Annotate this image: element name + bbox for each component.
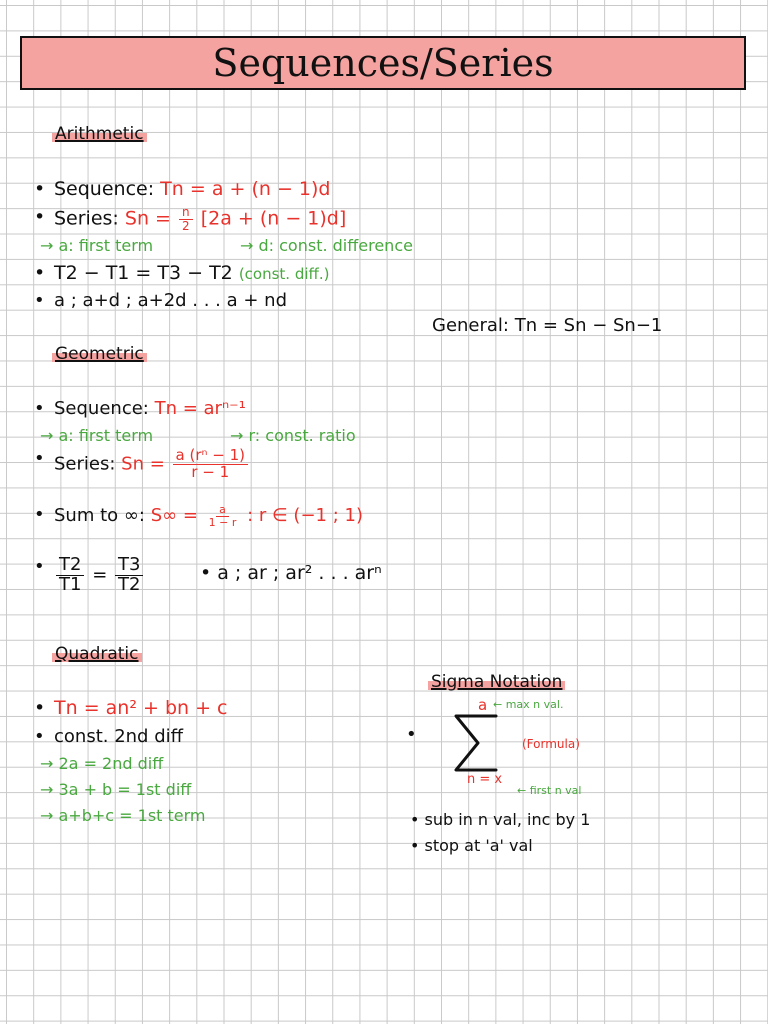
geometric-heading: Geometric bbox=[52, 344, 147, 364]
sigma-upper-note: ← max n val. bbox=[493, 698, 564, 711]
sigma-bullet-1: • sub in n val, inc by 1 bbox=[410, 810, 591, 829]
sigma-symbol bbox=[452, 712, 498, 774]
geometric-ratio: • $\frac{T2}{T1}$ = $\frac{T3}{T2}$ bbox=[54, 556, 145, 595]
geometric-series-line: • Series: Sn = $\frac{\text{a (rⁿ − 1)}}{r - 1}$ bbox=[54, 448, 250, 481]
geometric-sequence-formula: Tn = arⁿ⁻¹ bbox=[154, 398, 246, 419]
geometric-sequence-line: • Sequence: Tn = arⁿ⁻¹ bbox=[54, 398, 246, 419]
arithmetic-note-d: → d: const. difference bbox=[240, 236, 413, 255]
sigma-upper: a bbox=[478, 696, 488, 714]
arithmetic-series-fraction: $\frac{n}{2}$ bbox=[179, 206, 193, 232]
arithmetic-terms: • a ; a+d ; a+2d . . . a + nd bbox=[54, 290, 287, 311]
quadratic-heading: Quadratic bbox=[52, 644, 142, 664]
geometric-sum-fraction: $\frac{a}{1 - r}$ bbox=[208, 503, 237, 529]
geometric-terms: • a ; ar ; ar² . . . arⁿ bbox=[200, 562, 382, 584]
sigma-lower-note: ← first n val bbox=[517, 784, 582, 797]
quadratic-const: • const. 2nd diff bbox=[54, 726, 183, 747]
arithmetic-series-line: • Series: Sn = $\frac{n}{2}$ [2a + (n − 1)d] bbox=[54, 206, 346, 232]
quadratic-note-3: → a+b+c = 1st term bbox=[40, 806, 206, 825]
sigma-bullet-dot: • bbox=[406, 724, 417, 745]
quadratic-formula: • Tn = an² + bn + c bbox=[54, 697, 228, 719]
sigma-bullet-2: • stop at 'a' val bbox=[410, 836, 533, 855]
arithmetic-heading: Arithmetic bbox=[52, 124, 147, 144]
geometric-sum-line: • Sum to ∞: S∞ = $\frac{a}{1 - r}$ : r ∈ (−1 ; 1) bbox=[54, 504, 363, 528]
sigma-lower: n = x bbox=[467, 772, 503, 787]
quadratic-note-2: → 3a + b = 1st diff bbox=[40, 780, 192, 799]
page-title: Sequences/Series bbox=[212, 41, 554, 85]
arithmetic-sequence-line: • Sequence: Tn = a + (n − 1)d bbox=[54, 178, 330, 200]
title-banner bbox=[20, 36, 746, 90]
general-formula: General: Tn = Sn − Sn−1 bbox=[432, 315, 663, 336]
arithmetic-sequence-formula: Tn = a + (n − 1)d bbox=[160, 178, 331, 200]
arithmetic-note-a: → a: first term bbox=[40, 236, 154, 255]
geometric-note-a: → a: first term bbox=[40, 426, 154, 445]
sigma-heading: Sigma Notation bbox=[428, 672, 565, 692]
arithmetic-diff-line: • T2 − T1 = T3 − T2 (const. diff.) bbox=[54, 262, 330, 284]
geometric-series-fraction: $\frac{\text{a (rⁿ − 1)}}{r - 1}$ bbox=[173, 448, 248, 481]
quadratic-note-1: → 2a = 2nd diff bbox=[40, 754, 164, 773]
sigma-formula: (Formula) bbox=[522, 737, 580, 751]
geometric-note-r: → r: const. ratio bbox=[230, 426, 356, 445]
